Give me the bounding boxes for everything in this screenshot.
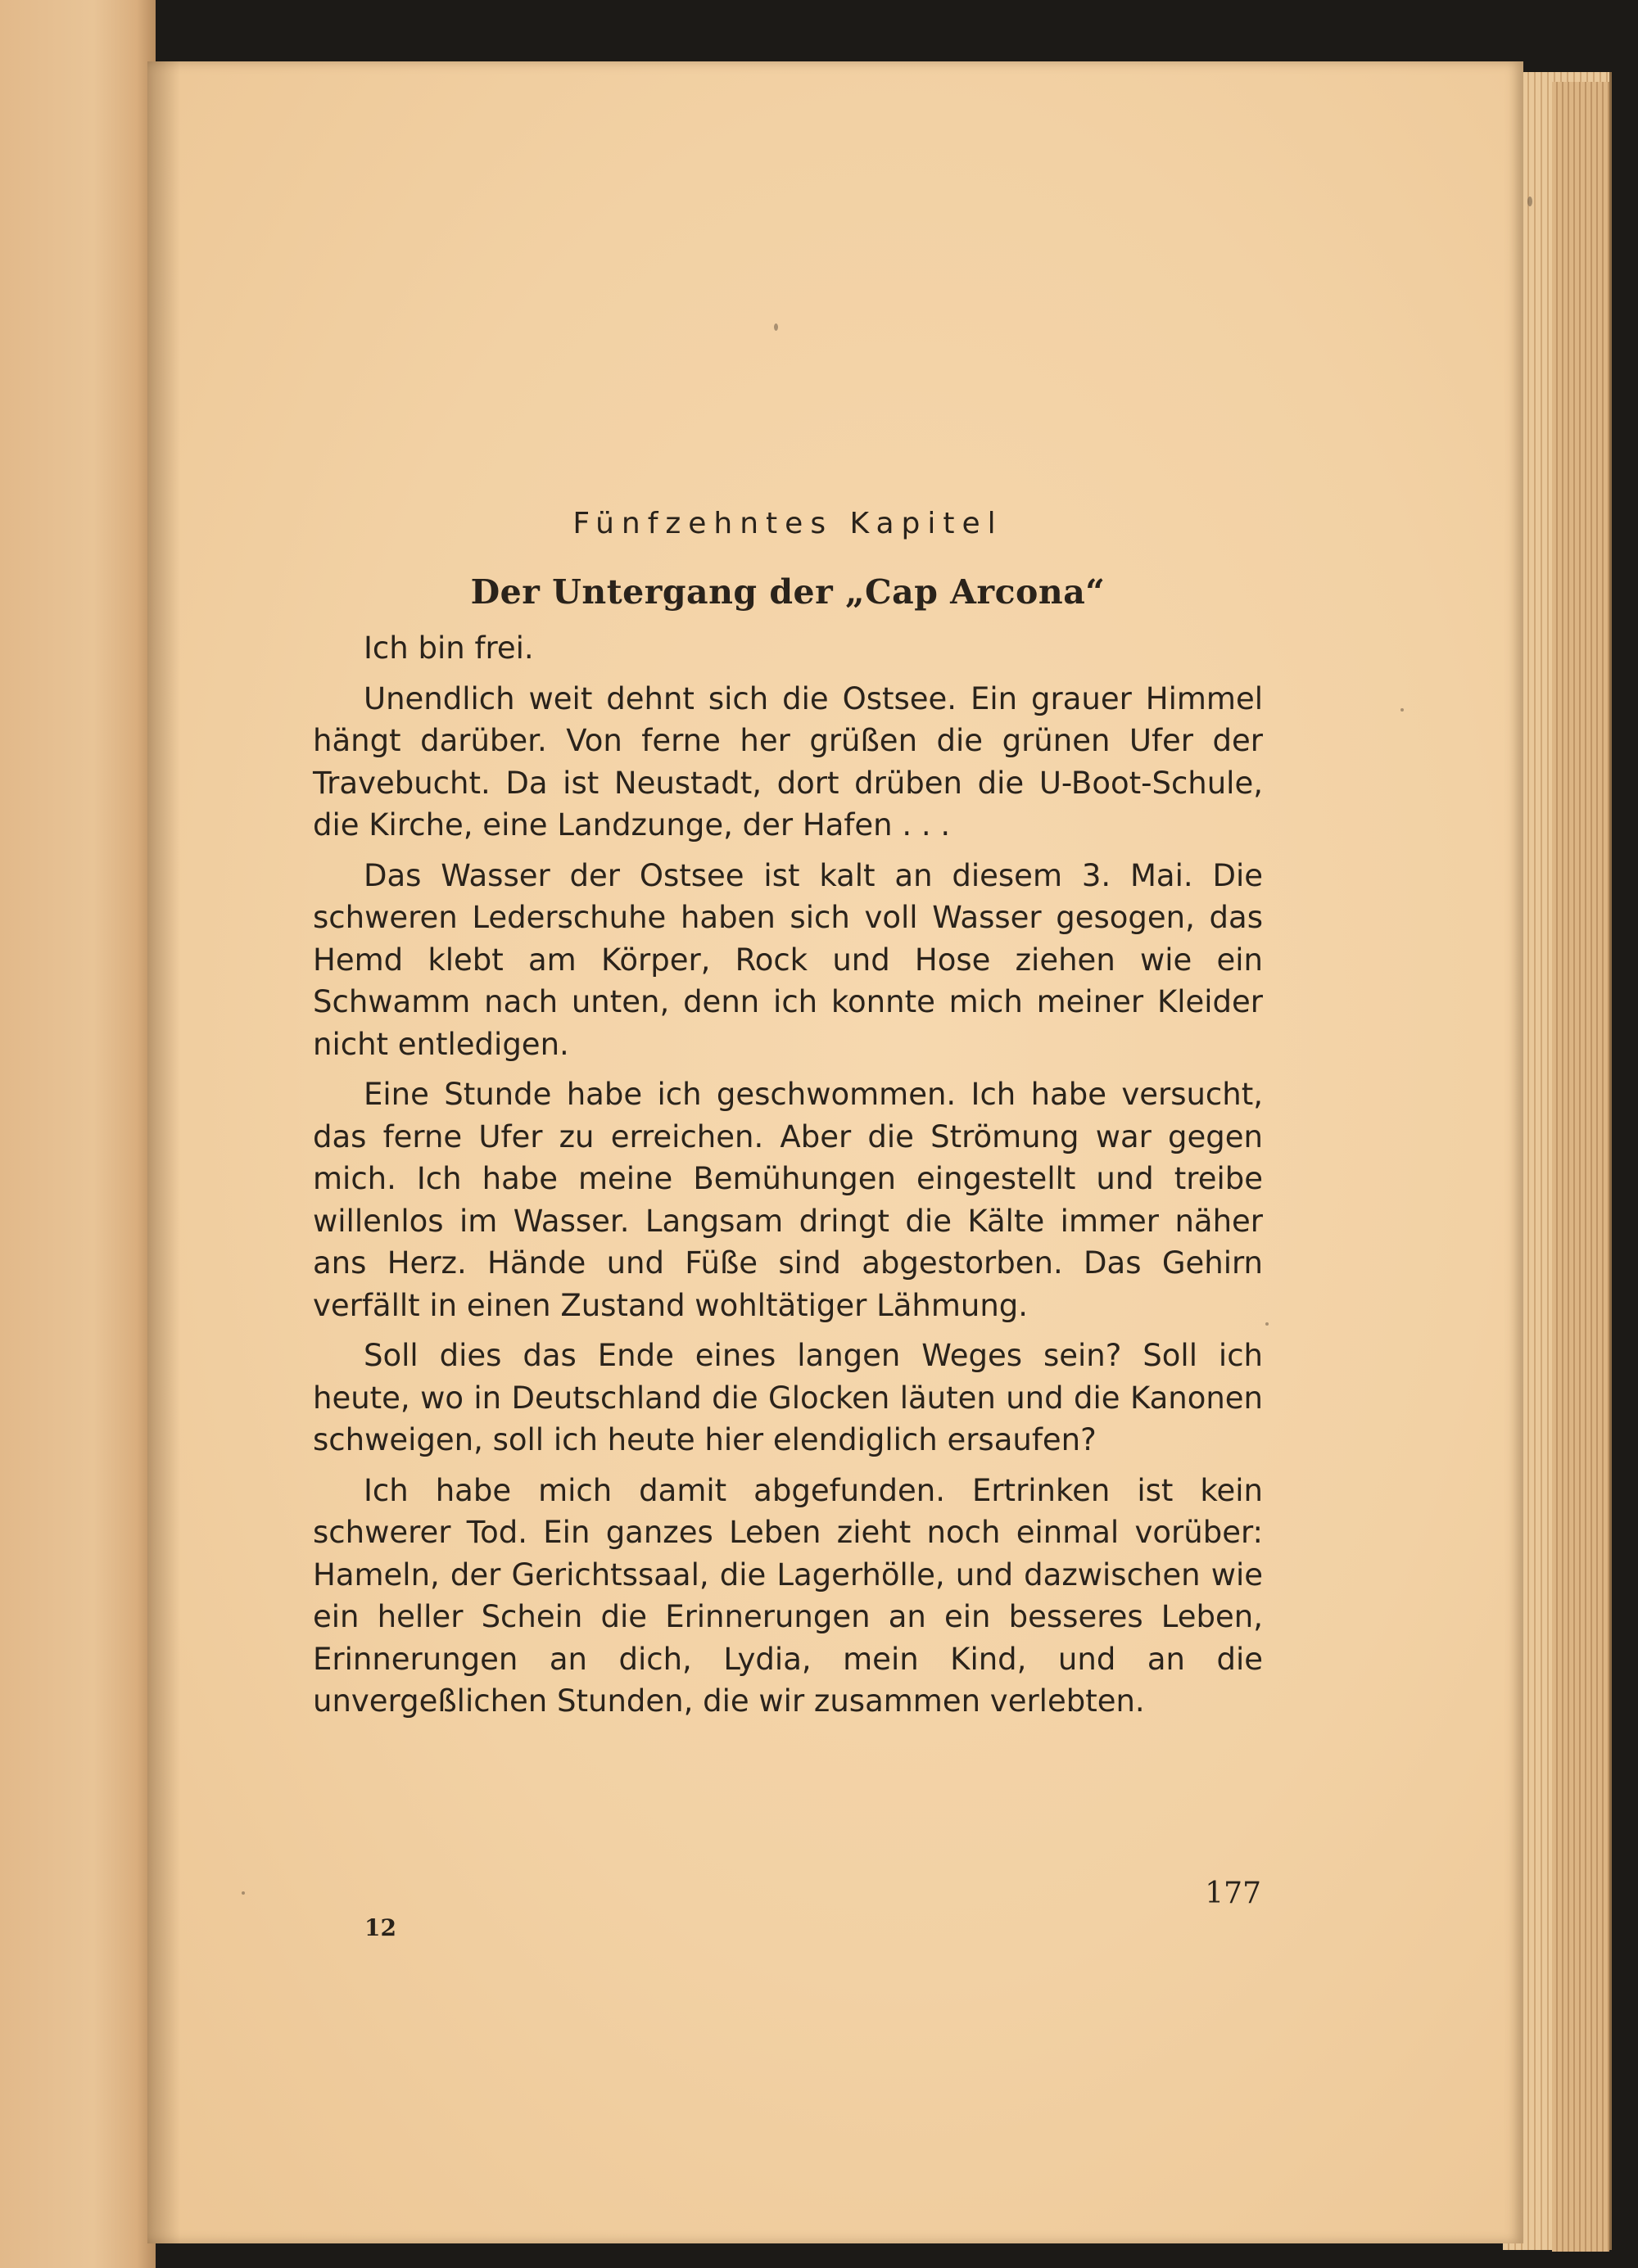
paragraph: Ich bin frei. (364, 630, 534, 666)
paragraph: Unendlich weit dehnt sich die Ostsee. Ein grauer Himmel hängt darüber. Von ferne her grüßen die grünen Ufer der Travebucht. Da ist Neustadt, dort drüben die U-Boot-Schule, die Kirche, eine Landzunge, der Hafen . . . (313, 680, 1263, 843)
paragraph: Soll dies das Ende eines langen Weges sein? Soll ich heute, wo in Deutschland die Glocken läuten und die Kanonen schweigen, soll ich heute hier elendiglich ersaufen? (313, 1338, 1263, 1457)
gutter-shadow (147, 61, 180, 2243)
left-facing-page (0, 0, 156, 2268)
paper-speck (242, 1891, 245, 1895)
paper-speck (1265, 1322, 1269, 1326)
paper-speck (774, 323, 778, 331)
paragraph: Eine Stunde habe ich geschwommen. Ich habe versucht, das ferne Ufer zu erreichen. Aber die Strömung war gegen mich. Ich habe meine Bemühungen eingestellt und treibe willenlos im Wasser. Langsam dringt die Kälte immer näher ans Herz. Hände und Füße sind abgestorben. Das Gehirn verfällt in einen Zustand wohltätiger Lähmung. (313, 1077, 1263, 1323)
paragraph: Das Wasser der Ostsee ist kalt an diesem 3. Mai. Die schweren Lederschuhe haben sich voll Wasser gesogen, das Hemd klebt am Körper, Rock und Hose ziehen wie ein Schwamm nach unten, denn ich konnte mich meiner Kleider nicht entledigen. (313, 857, 1263, 1062)
chapter-title: Der Untergang der „Cap Arcona“ (470, 572, 1106, 612)
printer-signature-mark: 12 (364, 1914, 396, 1941)
paper-speck (1400, 708, 1404, 712)
page-number: 177 (1205, 1877, 1261, 1910)
paragraph: Ich habe mich damit abgefunden. Ertrinken ist kein schwerer Tod. Ein ganzes Leben zieht noch einmal vorüber: Hameln, der Gerichtssaal, die Lagerhölle, und dazwischen wie ein heller Schein die Erinnerungen an ein besseres Leben, Erinnerungen an dich, Lydia, mein Kind, und an die unvergeßlichen Stunden, die wir zusammen verlebten. (313, 1472, 1263, 1719)
chapter-label: Fünfzehntes Kapitel (572, 507, 1003, 540)
page-stack-edge-outer (1552, 82, 1609, 2252)
paper-speck (1527, 197, 1532, 206)
page-text-block (313, 491, 1263, 1731)
